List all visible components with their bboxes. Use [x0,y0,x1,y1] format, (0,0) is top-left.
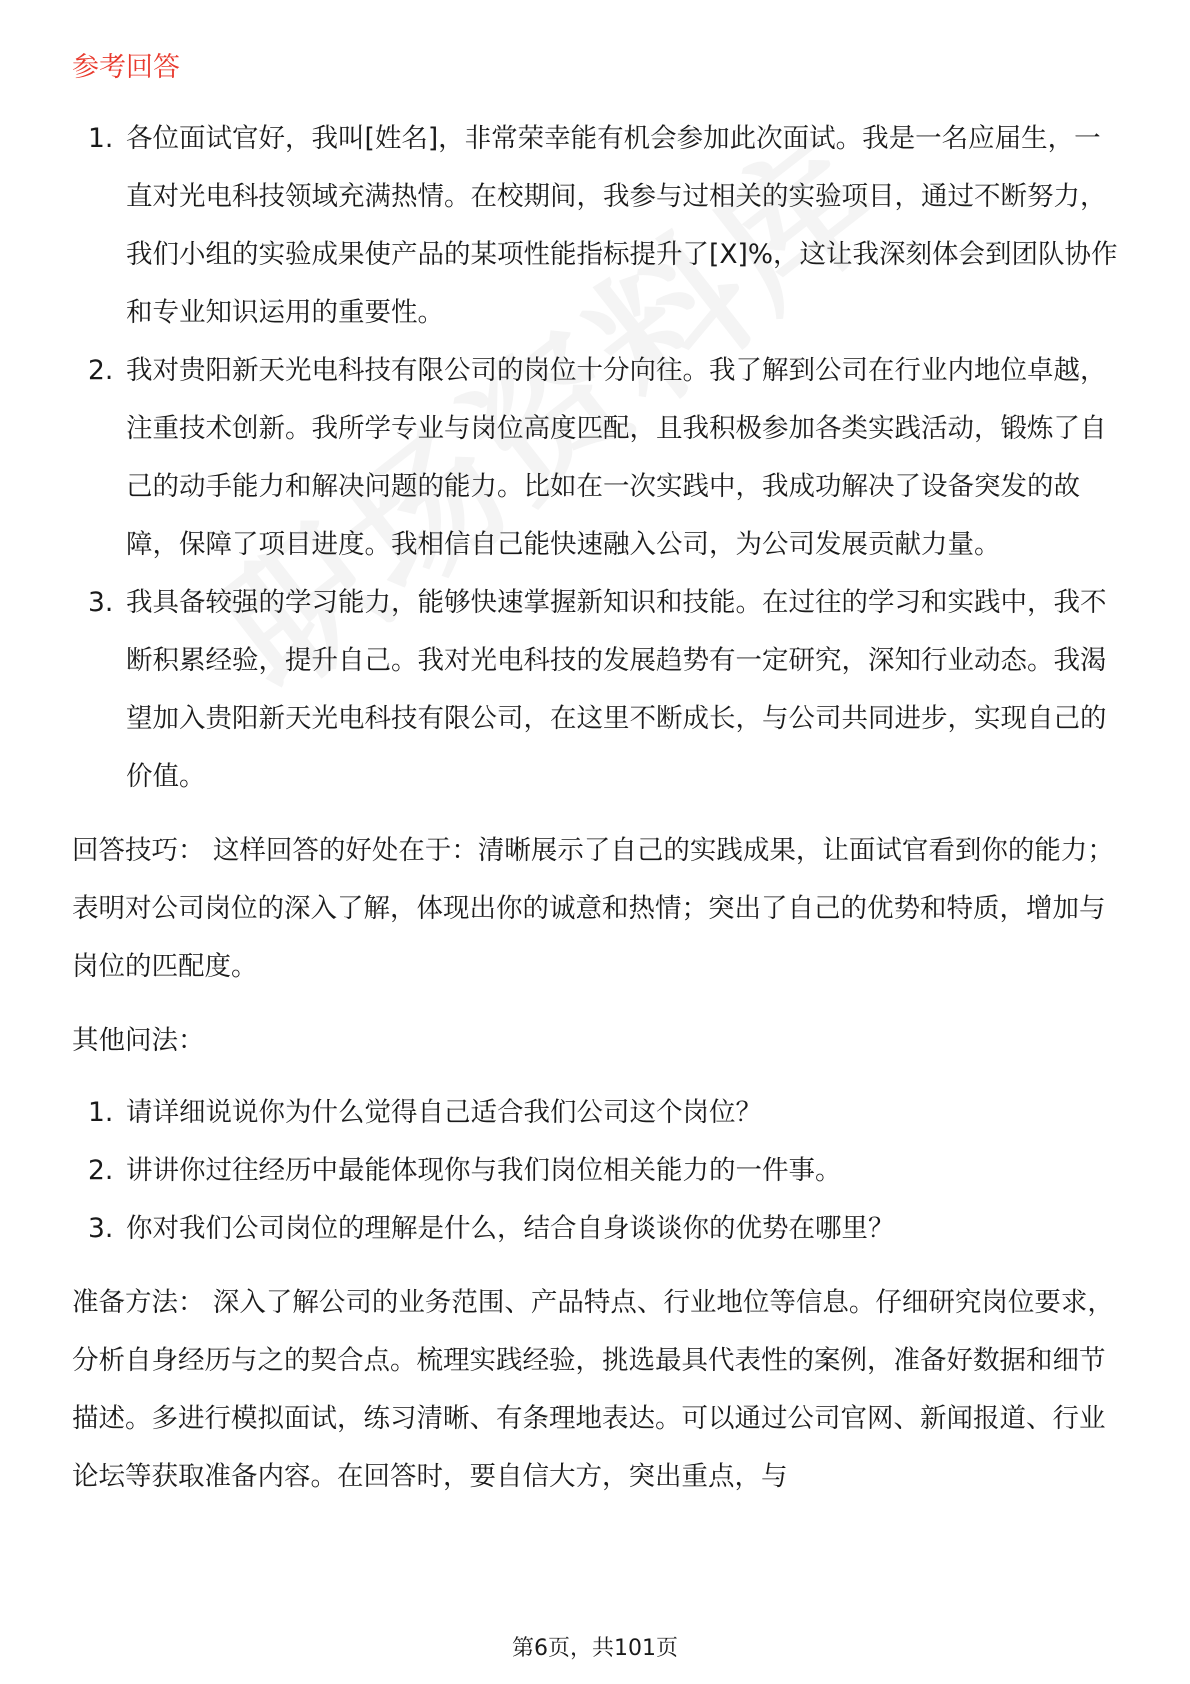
list-number: 3. [88,587,114,618]
prep-paragraph: 准备方法： 深入了解公司的业务范围、产品特点、行业地位等信息。仔细研究岗位要求，分析自身经历与之的契合点。梳理实践经验，挑选最具代表性的案例，准备好数据和细节描述。多进行模拟面试，练习清晰、有条理地表达。可以通过公司官网、新闻报道、行业论坛等获取准备内容。在回答时，要自信大方，突出重点，与 [72,1287,1114,1492]
list-item [72,110,1122,342]
list-number: 1. [88,1097,114,1128]
other-questions-label: 其他问法： [72,1025,205,1056]
list-item-text: 我具备较强的学习能力，能够快速掌握新知识和技能。在过往的学习和实践中，我不断积累经验，提升自己。我对光电科技的发展趋势有一定研究，深知行业动态。我渴望加入贵阳新天光电科技有限公司，在这里不断成长，与公司共同进步，实现自己的价值。 [126,587,1107,792]
list-item [72,574,1122,806]
list-item [72,342,1122,574]
list-number: 3. [88,1213,114,1244]
page-footer: 第6页，共101页 [512,1636,678,1661]
section-heading: 参考回答 [72,52,180,83]
list-item-text: 你对我们公司岗位的理解是什么，结合自身谈谈你的优势在哪里？ [126,1213,895,1244]
list-item [72,1200,1122,1258]
list-item-text: 请详细说说你为什么觉得自己适合我们公司这个岗位？ [126,1097,762,1128]
list-item-text: 各位面试官好，我叫[姓名]，非常荣幸能有机会参加此次面试。我是一名应届生，一直对光电科技领域充满热情。在校期间，我参与过相关的实验项目，通过不断努力，我们小组的实验成果使产品的某项性能指标提升了[X]%，这让我深刻体会到团队协作和专业知识运用的重要性。 [126,123,1118,328]
list-number: 1. [88,123,114,154]
list-item [72,1142,1122,1200]
list-number: 2. [88,1155,114,1186]
content [72,48,1122,1522]
list-number: 2. [88,355,114,386]
list-item-text: 我对贵阳新天光电科技有限公司的岗位十分向往。我了解到公司在行业内地位卓越，注重技术创新。我所学专业与岗位高度匹配，且我积极参加各类实践活动，锻炼了自己的动手能力和解决问题的能力。比如在一次实践中，我成功解决了设备突发的故障，保障了项目进度。我相信自己能快速融入公司，为公司发展贡献力量。 [126,355,1107,560]
list-item-text: 讲讲你过往经历中最能体现你与我们岗位相关能力的一件事。 [126,1155,842,1186]
answer-list [72,110,1122,806]
other-questions-list [72,1084,1122,1258]
list-item [72,1084,1122,1142]
tips-paragraph: 回答技巧： 这样回答的好处在于：清晰展示了自己的实践成果，让面试官看到你的能力；表明对公司岗位的深入了解，体现出你的诚意和热情；突出了自己的优势和特质，增加与岗位的匹配度。 [72,835,1114,982]
